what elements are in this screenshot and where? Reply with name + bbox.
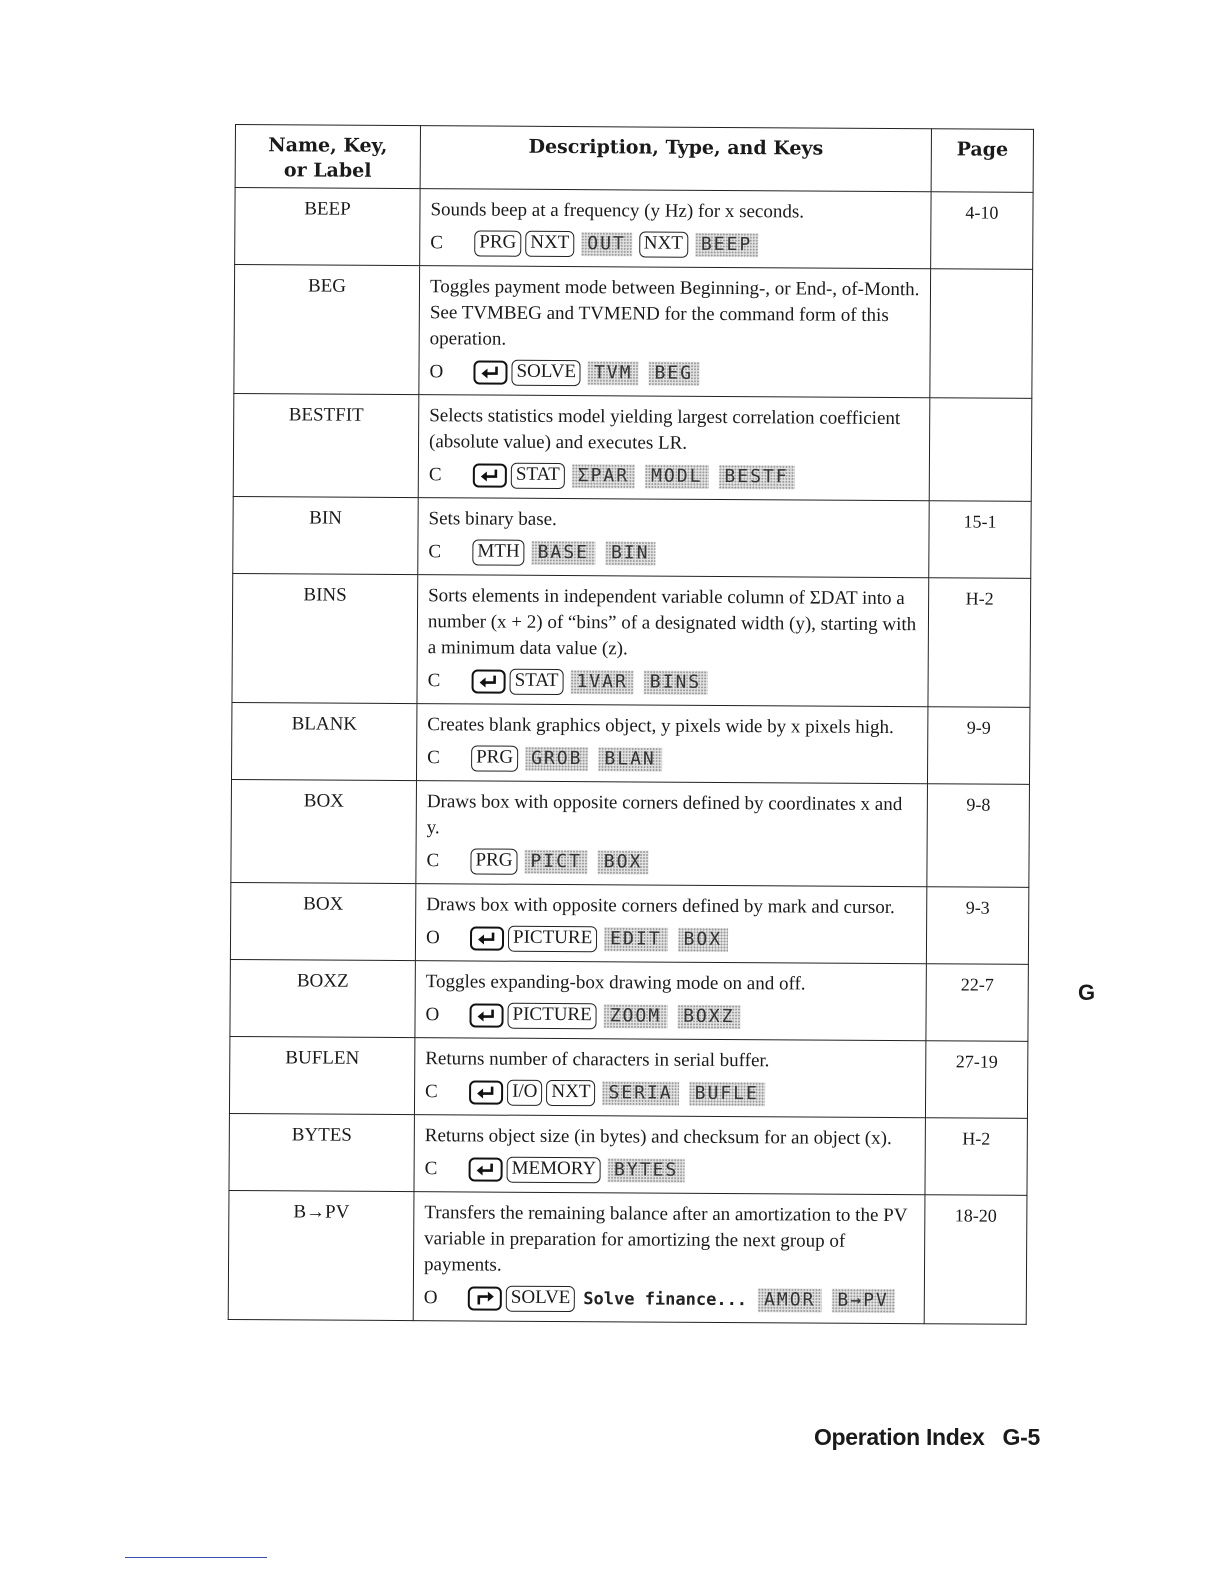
page-reference — [929, 398, 1032, 502]
operation-description: Selects statistics model yielding largest correlation coefficient (absolute value) and executes LR. — [428, 405, 901, 454]
key-sequence — [427, 744, 917, 775]
page-reference: 9-3 — [926, 887, 1028, 965]
operation-name: BEEP — [235, 188, 420, 266]
operation-name: BEG — [234, 265, 420, 395]
menu-label: BLAN — [598, 747, 662, 771]
operation-description: Returns number of characters in serial buffer. — [425, 1048, 770, 1072]
calculator-key: STAT — [511, 463, 565, 489]
page-reference: 18-20 — [924, 1195, 1027, 1325]
menu-label: GROB — [525, 747, 589, 771]
footer-title: Operation Index — [813, 1424, 985, 1450]
calculator-key: MTH — [472, 539, 524, 565]
calculator-key: PICTURE — [507, 1003, 596, 1030]
table-row — [229, 1036, 1027, 1118]
operation-index-table — [228, 124, 1034, 1325]
calculator-key: PRG — [474, 230, 521, 256]
table-row — [235, 188, 1033, 270]
calculator-key: SOLVE — [511, 360, 581, 386]
left-shift-icon — [469, 1157, 503, 1181]
menu-label: BEG — [648, 362, 699, 386]
left-shift-icon — [470, 926, 504, 950]
calculator-key: PRG — [470, 848, 517, 874]
header-name — [235, 125, 420, 189]
table-header-row — [235, 125, 1033, 193]
operation-name: BUFLEN — [229, 1036, 414, 1114]
menu-label: BIN — [605, 541, 656, 565]
calculator-key: NXT — [525, 231, 574, 257]
calculator-key: PICTURE — [508, 926, 597, 953]
calculator-key: MEMORY — [507, 1157, 602, 1184]
calculator-key: STAT — [510, 669, 564, 695]
table-row — [230, 959, 1028, 1041]
operation-description: Toggles expanding-box drawing mode on and off. — [425, 971, 806, 995]
menu-label: AMOR — [758, 1288, 822, 1312]
menu-label: B→PV — [831, 1289, 895, 1313]
table-row — [229, 1113, 1027, 1195]
table-row — [233, 393, 1032, 501]
operation-description: Sounds beep at a frequency (y Hz) for x seconds. — [430, 199, 805, 223]
menu-label: BESTF — [718, 465, 794, 489]
operation-description-cell — [414, 1038, 925, 1118]
header-name-line2: or Label — [283, 159, 372, 182]
table-row — [232, 573, 1031, 707]
operation-description: Toggles payment mode between Beginning-, or End-, of-Month. See TVMBEG and TVMEND for the command form of this operation. — [429, 276, 920, 350]
table-row — [230, 882, 1028, 964]
key-sequence — [426, 847, 916, 878]
menu-label: TVM — [588, 361, 639, 385]
screen-text: Solve finance... — [583, 1289, 748, 1311]
menu-label: PICT — [524, 850, 588, 874]
key-sequence — [424, 1284, 914, 1315]
key-sequence — [428, 538, 918, 569]
operation-description-cell — [416, 781, 928, 887]
menu-label: ZOOM — [604, 1004, 668, 1028]
left-shift-icon — [473, 360, 507, 384]
left-shift-icon — [472, 669, 506, 693]
operation-name: BOX — [231, 779, 417, 883]
operation-name: BINS — [232, 573, 418, 703]
operation-name: BOX — [230, 882, 415, 960]
footnote-rule — [125, 1557, 267, 1558]
operation-description-cell — [417, 575, 929, 707]
operation-description: Transfers the remaining balance after an amortization to the PV variable in preparation for amortizing the next group of payments. — [423, 1202, 908, 1276]
operation-description-cell — [418, 498, 929, 578]
key-sequence — [430, 229, 920, 260]
operation-type: C — [427, 670, 441, 692]
menu-label: 1VAR — [570, 670, 634, 694]
operation-description: Sets binary base. — [428, 508, 557, 530]
operation-type: O — [425, 1004, 440, 1026]
table-row — [231, 779, 1030, 887]
footer-page-number: G-5 — [1002, 1424, 1040, 1450]
key-sequence — [425, 1001, 915, 1032]
page-reference: 22-7 — [926, 964, 1028, 1042]
left-shift-icon — [473, 463, 507, 487]
page-reference: 9-8 — [927, 784, 1030, 888]
menu-label: BEEP — [695, 233, 759, 257]
calculator-key: NXT — [546, 1080, 595, 1106]
operation-description-cell — [420, 189, 931, 269]
table-row — [233, 496, 1031, 578]
menu-label: BOX — [677, 928, 728, 952]
operation-description: Sorts elements in independent variable column of ΣDAT into a number (x + 2) of “bins” of a designated width (y), starting with a minimum data value (z). — [427, 585, 917, 660]
operation-description-cell — [416, 704, 927, 784]
operation-description-cell — [414, 1115, 925, 1195]
operation-description-cell — [418, 395, 930, 501]
operation-type: C — [428, 541, 442, 563]
operation-name: BLANK — [231, 702, 416, 780]
page-reference: H-2 — [925, 1118, 1027, 1196]
operation-type: C — [430, 232, 444, 254]
menu-label: BINS — [644, 671, 708, 695]
header-page: Page — [931, 129, 1033, 193]
operation-description: Draws box with opposite corners defined by coordinates x and y. — [426, 791, 903, 839]
menu-label: BASE — [532, 541, 596, 565]
key-sequence — [426, 924, 916, 955]
operation-type: O — [423, 1287, 438, 1309]
page-reference — [930, 269, 1033, 399]
operation-type: C — [427, 747, 440, 769]
menu-label: BUFLE — [689, 1082, 765, 1106]
table-row — [231, 702, 1029, 784]
menu-label: EDIT — [604, 927, 668, 951]
menu-label: BYTES — [608, 1158, 684, 1182]
operation-name: BIN — [233, 496, 418, 574]
operation-description-cell — [415, 961, 926, 1041]
key-sequence — [425, 1155, 915, 1186]
operation-name: B→PV — [228, 1190, 414, 1320]
calculator-key: NXT — [639, 231, 688, 257]
calculator-key: SOLVE — [506, 1286, 576, 1312]
operation-name: BYTES — [229, 1113, 414, 1191]
page-reference: 4-10 — [931, 192, 1033, 270]
operation-type: C — [424, 1158, 438, 1180]
operation-name: BESTFIT — [233, 393, 419, 497]
table-row — [228, 1190, 1027, 1324]
operation-description-cell — [419, 266, 931, 398]
key-sequence — [425, 1078, 915, 1109]
operation-name: BOXZ — [230, 959, 415, 1037]
page-reference: 15-1 — [929, 501, 1031, 579]
page-reference: 9-9 — [927, 707, 1029, 785]
menu-label: BOXZ — [677, 1005, 741, 1029]
section-tab-letter: G — [1078, 980, 1096, 1005]
key-sequence — [429, 358, 919, 389]
operation-type: C — [425, 1081, 438, 1103]
key-sequence — [428, 667, 918, 698]
operation-type: C — [426, 850, 440, 872]
calculator-key: PRG — [471, 745, 518, 771]
menu-label: MODL — [645, 465, 709, 489]
operation-description: Creates blank graphics object, y pixels wide by x pixels high. — [427, 714, 894, 739]
table-body — [228, 188, 1033, 1325]
left-shift-icon — [469, 1080, 503, 1104]
header-name-line1: Name, Key, — [268, 134, 388, 157]
right-shift-icon — [468, 1286, 502, 1310]
operation-type: O — [425, 927, 440, 949]
page-reference: 27-19 — [925, 1041, 1027, 1119]
header-description: Description, Type, and Keys — [420, 126, 931, 192]
calculator-key: I/O — [507, 1080, 542, 1106]
menu-label: BOX — [598, 850, 649, 874]
operation-description-cell — [415, 884, 926, 964]
operation-description: Returns object size (in bytes) and checksum for an object (x). — [424, 1125, 892, 1150]
left-shift-icon — [469, 1003, 503, 1027]
page-reference: H-2 — [928, 578, 1031, 708]
operation-description-cell — [413, 1192, 925, 1324]
operation-type: O — [429, 361, 444, 383]
table-row — [234, 265, 1033, 399]
menu-label: OUT — [581, 232, 632, 256]
menu-label: ΣPAR — [572, 464, 636, 488]
operation-description: Draws box with opposite corners defined by mark and cursor. — [426, 894, 895, 919]
operation-type: C — [428, 464, 442, 486]
key-sequence — [429, 461, 919, 492]
menu-label: SERIA — [602, 1081, 678, 1105]
page-footer — [814, 1424, 1040, 1451]
